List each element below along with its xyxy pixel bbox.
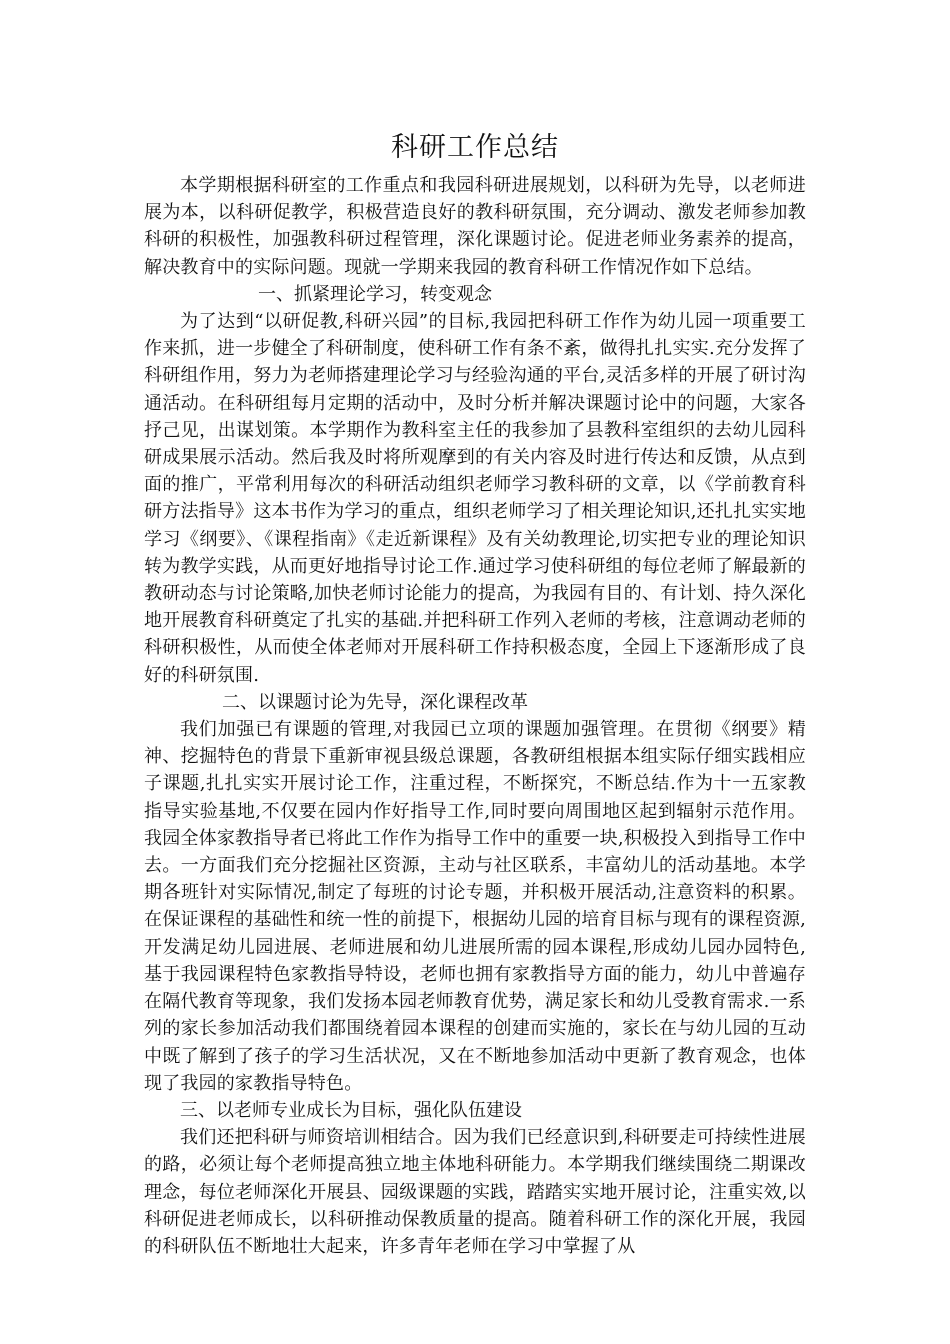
document-body bbox=[144, 172, 806, 1260]
section-paragraph-2: 我们加强已有课题的管理,对我园已立项的课题加强管理。在贯彻《纲要》精神、挖掘特色的背景下重新审视县级总课题，各教研组根据本组实际仔细实践相应子课题,扎扎实实开展讨论工作，注重过程，不断探究，不断总结.作为十一五家教指导实验基地,不仅要在园内作好指导工作,同时要向周围地区起到辐射示范作用。我园全体家教指导者已将此工作作为指导工作中的重要一块,积极投入到指导工作中去。一方面我们充分挖掘社区资源，主动与社区联系，丰富幼儿的活动基地。本学期各班针对实际情况,制定了每班的讨论专题，并积极开展活动,注意资料的积累。在保证课程的基础性和统一性的前提下，根据幼儿园的培育目标与现有的课程资源,开发满足幼儿园进展、老师进展和幼儿进展所需的园本课程,形成幼儿园办园特色,基于我园课程特色家教指导特设，老师也拥有家教指导方面的能力，幼儿中普遍存在隔代教育等现象，我们发扬本园老师教育优势，满足家长和幼儿受教育需求.一系列的家长参加活动我们都围绕着园本课程的创建而实施的，家长在与幼儿园的互动中既了解到了孩子的学习生活状况，又在不断地参加活动中更新了教育观念，也体现了我园的家教指导特色。 bbox=[144, 719, 806, 1094]
section-paragraph-3: 我们还把科研与师资培训相结合。因为我们已经意识到,科研要走可持续性进展的路，必须让每个老师提高独立地主体地科研能力。本学期我们继续围绕二期课改理念，每位老师深化开展县、园级课题的实践，踏踏实实地开展讨论，注重实效,以科研促进老师成长，以科研推动保教质量的提高。随着科研工作的深化开展，我园的科研队伍不断地壮大起来，许多青年老师在学习中掌握了从 bbox=[144, 1127, 806, 1257]
document-title: 科研工作总结 bbox=[391, 132, 559, 163]
section-heading-2: 二、以课题讨论为先导，深化课程改革 bbox=[222, 691, 528, 713]
section-paragraph-1: 为了达到“以研促教,科研兴园”的目标,我园把科研工作作为幼儿园一项重要工作来抓，进一步健全了科研制度，使科研工作有条不紊，做得扎扎实实.充分发挥了科研组作用，努力为老师搭建理论学习与经验沟通的平台,灵活多样的开展了研讨沟通活动。在科研组每月定期的活动中，及时分析并解决课题讨论中的问题，大家各抒己见，出谋划策。本学期作为教科室主任的我参加了县教科室组织的去幼儿园科研成果展示活动。然后我及时将所观摩到的有关内容及时进行传达和反馈，从点到面的推广，平常利用每次的科研活动组织老师学习教科研的文章，以《学前教育科研方法指导》这本书作为学习的重点，组织老师学习了相关理论知识,还扎扎实实地学习《纲要》、《课程指南》《走近新课程》及有关幼教理论,切实把专业的理论知识转为教学实践，从而更好地指导讨论工作.通过学习使科研组的每位老师了解最新的教研动态与讨论策略,加快老师讨论能力的提高，为我园有目的、有计划、持久深化地开展教育科研奠定了扎实的基础.并把科研工作列入老师的考核，注意调动老师的科研积极性，从而使全体老师对开展科研工作持积极态度，全园上下逐渐形成了良好的科研氛围. bbox=[144, 311, 806, 686]
section-heading-1: 一、抓紧理论学习，转变观念 bbox=[258, 283, 492, 305]
intro-paragraph: 本学期根据科研室的工作重点和我园科研进展规划，以科研为先导，以老师进展为本，以科研促教学，积极营造良好的教科研氛围，充分调动、激发老师参加教科研的积极性，加强教科研过程管理，深化课题讨论。促进老师业务素养的提高，解决教育中的实际问题。现就一学期来我园的教育科研工作情况作如下总结。 bbox=[144, 175, 806, 278]
section-heading-3: 三、以老师专业成长为目标，强化队伍建设 bbox=[180, 1099, 522, 1121]
